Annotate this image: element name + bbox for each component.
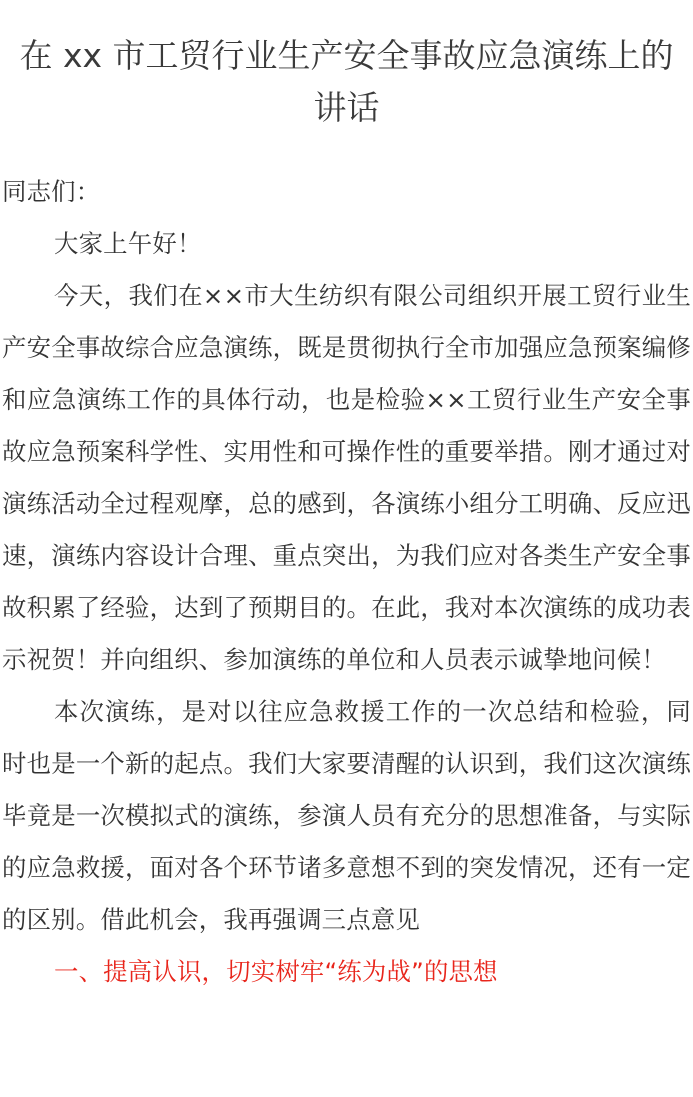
document-title: 在 xx 市工贸行业生产安全事故应急演练上的讲话 [19, 36, 674, 127]
paragraph-2: 本次演练，是对以往应急救援工作的一次总结和检验，同时也是一个新的起点。我们大家要清醒的认识到，我们这次演练毕竟是一次模拟式的演练，参演人员有充分的思想准备，与实际的应急救援，面对各个环节诸多意想不到的突发情况，还有一定的区别。借此机会，我再强调三点意见 [2, 697, 691, 934]
paragraph-1: 今天，我们在××市大生纺织有限公司组织开展工贸行业生产安全事故综合应急演练，既是贯彻执行全市加强应急预案编修和应急演练工作的具体行动，也是检验××工贸行业生产安全事故应急预案科学性、实用性和可操作性的重要举措。刚才通过对演练活动全过程观摩，总的感到，各演练小组分工明确、反应迅速，演练内容设计合理、重点突出，为我们应对各类生产安全事故积累了经验，达到了预期目的。在此，我对本次演练的成功表示祝贺！并向组织、参加演练的单位和人员表示诚挚地问候！ [2, 281, 691, 674]
salutation: 同志们： [2, 177, 101, 206]
section-heading-1: 一、提高认识，切实树牢“练为战”的思想 [54, 957, 498, 986]
greeting: 大家上午好！ [54, 229, 202, 258]
document-body [0, 166, 693, 998]
